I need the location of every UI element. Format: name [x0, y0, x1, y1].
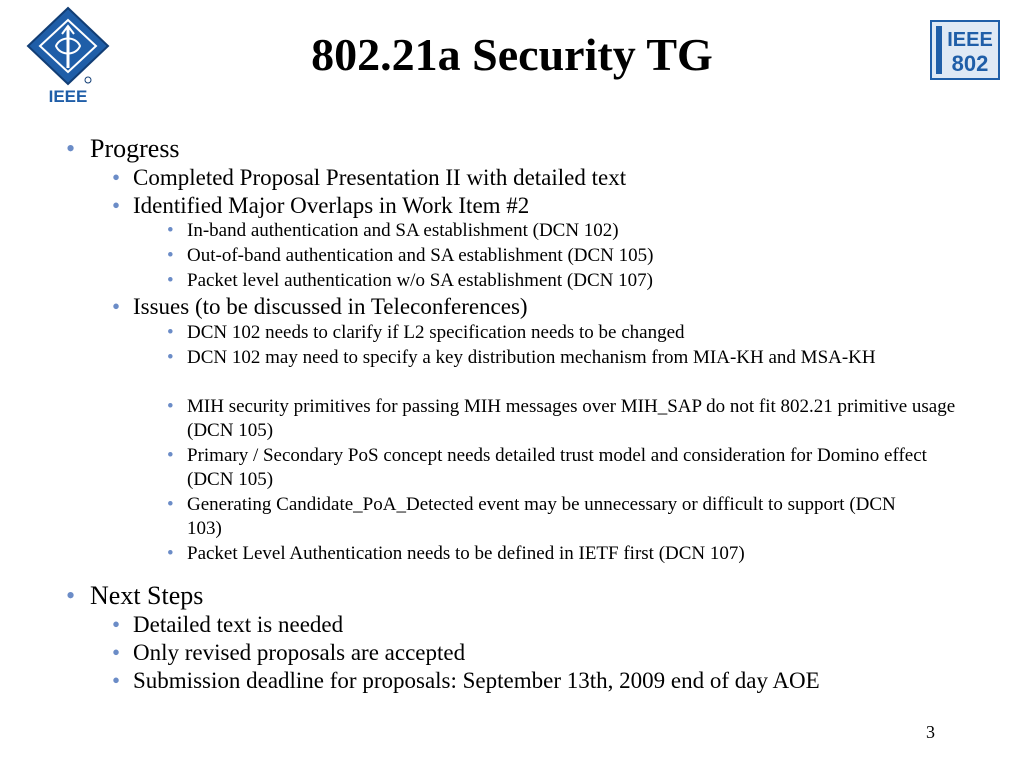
bullet-next-step-3-text: Submission deadline for proposals: September 13th, 2009 end of day AOE — [133, 668, 820, 693]
bullet-marker: • — [167, 245, 174, 266]
bullet-completed-proposal-text: Completed Proposal Presentation II with detailed text — [133, 165, 627, 190]
bullet-marker: • — [66, 134, 76, 163]
bullet-issues — [112, 294, 993, 320]
bullet-next-step-1-text: Detailed text is needed — [133, 612, 344, 637]
bullet-marker: • — [167, 322, 174, 343]
bullet-completed-proposal — [112, 165, 993, 191]
sub-bullet-issue-6 — [167, 542, 977, 566]
bullet-next-steps — [66, 581, 970, 611]
sub-bullet-issue-4 — [167, 444, 962, 492]
bullet-marker: • — [66, 581, 76, 610]
sub-bullet-overlap-2 — [167, 244, 977, 268]
sub-bullet-overlap-2-text: Out-of-band authentication and SA establishment (DCN 105) — [187, 245, 654, 266]
bullet-progress-label: Progress — [90, 134, 180, 163]
bullet-marker: • — [167, 396, 174, 417]
bullet-marker: • — [112, 165, 121, 190]
sub-bullet-issue-2-text: DCN 102 may need to specify a key distribution mechanism from MIA-KH and MSA-KH — [187, 347, 876, 368]
sub-bullet-overlap-1-text: In-band authentication and SA establishment (DCN 102) — [187, 220, 619, 241]
bullet-marker: • — [167, 347, 174, 368]
page-number: 3 — [926, 722, 935, 742]
bullet-marker: • — [167, 494, 174, 515]
bullet-next-step-2 — [112, 640, 993, 666]
bullet-next-steps-label: Next Steps — [90, 581, 204, 610]
slide-title: 802.21a Security TG — [311, 29, 713, 80]
sub-bullet-issue-3-text: MIH security primitives for passing MIH messages over MIH_SAP do not fit 802.21 primitive usage (DCN 105) — [187, 396, 956, 441]
bullet-marker: • — [167, 445, 174, 466]
bullet-progress — [66, 134, 970, 164]
bullet-identified-overlaps-text: Identified Major Overlaps in Work Item #2 — [133, 193, 530, 218]
bullet-marker: • — [167, 220, 174, 241]
sub-bullet-issue-2 — [167, 346, 947, 370]
sub-bullet-issue-6-text: Packet Level Authentication needs to be defined in IETF first (DCN 107) — [187, 543, 745, 564]
bullet-marker: • — [112, 294, 121, 319]
ieee-802-logo-top-text: IEEE — [947, 29, 993, 51]
bullet-issues-text: Issues (to be discussed in Teleconferences) — [133, 294, 528, 319]
ieee-802-logo-bottom-text: 802 — [951, 51, 989, 76]
bullet-identified-overlaps — [112, 193, 993, 219]
bullet-marker: • — [112, 640, 121, 665]
ieee-logo-text: IEEE — [48, 87, 88, 104]
sub-bullet-issue-5-text: Generating Candidate_PoA_Detected event may be unnecessary or difficult to support (DCN 103) — [187, 494, 896, 539]
bullet-marker: • — [112, 668, 121, 693]
bullet-next-step-1 — [112, 612, 993, 638]
bullet-marker: • — [112, 612, 121, 637]
sub-bullet-issue-1 — [167, 321, 977, 345]
bullet-next-step-2-text: Only revised proposals are accepted — [133, 640, 466, 665]
sub-bullet-issue-5 — [167, 493, 927, 541]
bullet-next-step-3 — [112, 668, 1003, 694]
sub-bullet-overlap-3 — [167, 269, 977, 293]
sub-bullet-issue-3 — [167, 395, 977, 443]
bullet-marker: • — [167, 270, 174, 291]
bullet-marker: • — [112, 193, 121, 218]
sub-bullet-issue-1-text: DCN 102 needs to clarify if L2 specification needs to be changed — [187, 322, 685, 343]
sub-bullet-overlap-1 — [167, 219, 977, 243]
sub-bullet-issue-4-text: Primary / Secondary PoS concept needs detailed trust model and consideration for Domino effect (DCN 105) — [187, 445, 927, 490]
sub-bullet-overlap-3-text: Packet level authentication w/o SA establishment (DCN 107) — [187, 270, 653, 291]
bullet-marker: • — [167, 543, 174, 564]
